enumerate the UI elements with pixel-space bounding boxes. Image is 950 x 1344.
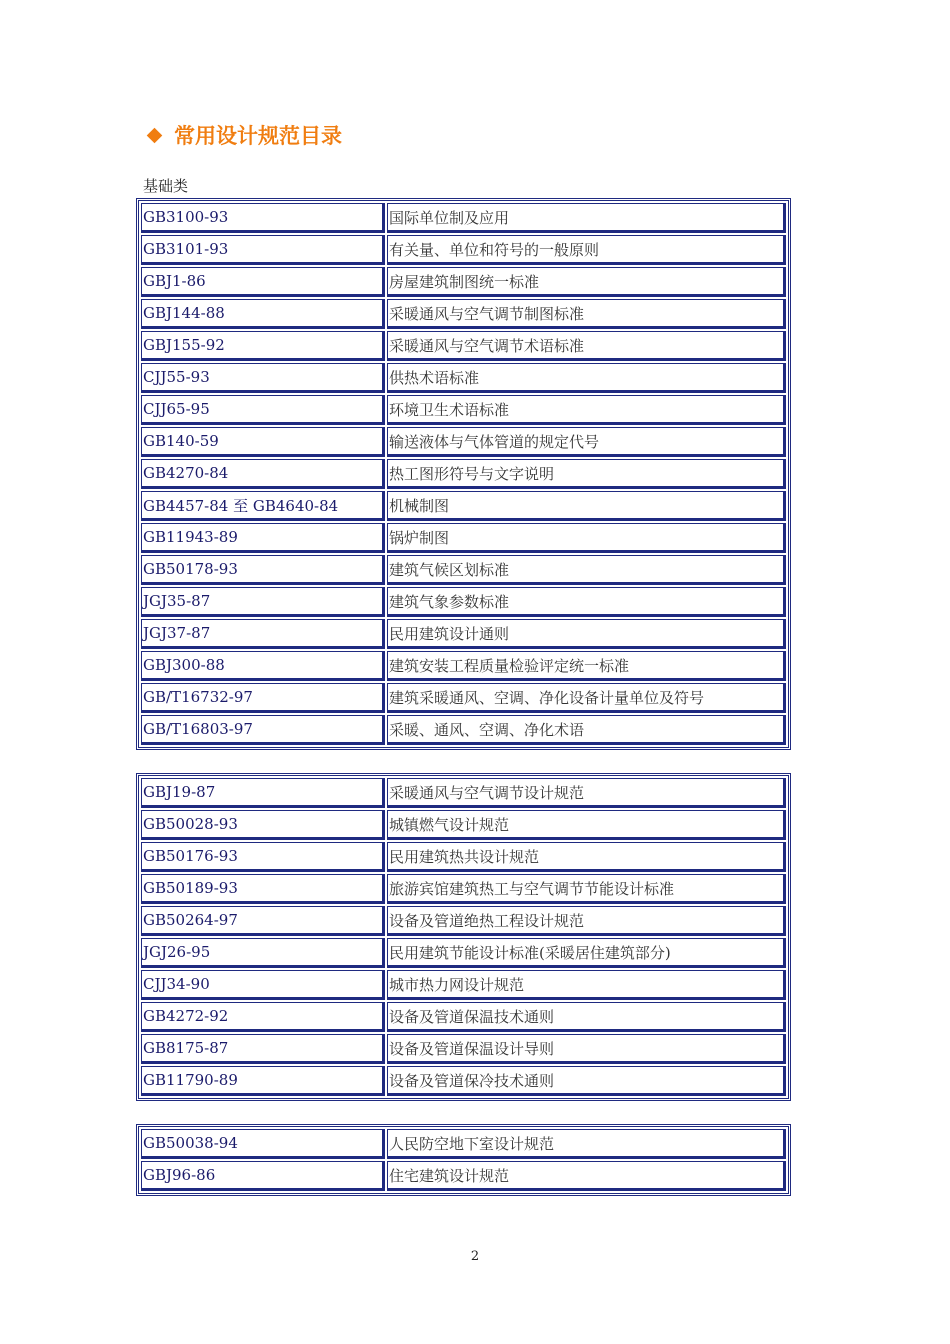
standard-code-cell: GB50189-93 xyxy=(141,874,385,904)
standard-code-cell: GB11943-89 xyxy=(141,523,385,553)
section-label: 基础类 xyxy=(143,177,189,195)
standard-name-cell: 民用建筑节能设计标准(采暖居住建筑部分) xyxy=(387,938,786,968)
table-row xyxy=(141,1034,786,1064)
standards-table-basic xyxy=(136,198,791,750)
table-row xyxy=(141,874,786,904)
standard-name-cell: 采暖通风与空气调节术语标准 xyxy=(387,331,786,361)
table-row xyxy=(141,459,786,489)
standard-code-cell: GB/T16803-97 xyxy=(141,715,385,745)
standard-name-cell: 热工图形符号与文字说明 xyxy=(387,459,786,489)
standard-name-cell: 设备及管道保温技术通则 xyxy=(387,1002,786,1032)
table-row xyxy=(141,555,786,585)
standard-code-cell: CJJ34-90 xyxy=(141,970,385,1000)
table-row xyxy=(141,651,786,681)
standard-code-cell: GBJ19-87 xyxy=(141,778,385,808)
standard-code-cell: GB4270-84 xyxy=(141,459,385,489)
standard-name-cell: 建筑采暖通风、空调、净化设备计量单位及符号 xyxy=(387,683,786,713)
table-row xyxy=(141,619,786,649)
standard-code-cell: GB140-59 xyxy=(141,427,385,457)
standard-code-cell: GBJ96-86 xyxy=(141,1161,385,1191)
standards-table-design xyxy=(136,773,791,1101)
table-row xyxy=(141,842,786,872)
standard-code-cell: GBJ300-88 xyxy=(141,651,385,681)
table-row xyxy=(141,491,786,521)
table-row xyxy=(141,267,786,297)
standard-code-cell: CJJ65-95 xyxy=(141,395,385,425)
standard-code-cell: GBJ1-86 xyxy=(141,267,385,297)
standard-name-cell: 人民防空地下室设计规范 xyxy=(387,1129,786,1159)
table-row xyxy=(141,523,786,553)
standard-name-cell: 输送液体与气体管道的规定代号 xyxy=(387,427,786,457)
standard-code-cell: GB4272-92 xyxy=(141,1002,385,1032)
standard-name-cell: 供热术语标准 xyxy=(387,363,786,393)
standard-name-cell: 有关量、单位和符号的一般原则 xyxy=(387,235,786,265)
table-row xyxy=(141,427,786,457)
page-number: 2 xyxy=(470,1249,480,1264)
standard-code-cell: GB3101-93 xyxy=(141,235,385,265)
standard-name-cell: 民用建筑设计通则 xyxy=(387,619,786,649)
standard-code-cell: JGJ37-87 xyxy=(141,619,385,649)
table-row xyxy=(141,683,786,713)
standard-name-cell: 国际单位制及应用 xyxy=(387,203,786,233)
table-row xyxy=(141,299,786,329)
standard-name-cell: 环境卫生术语标准 xyxy=(387,395,786,425)
standard-name-cell: 设备及管道保温设计导则 xyxy=(387,1034,786,1064)
table-row xyxy=(141,1129,786,1159)
standard-name-cell: 采暖、通风、空调、净化术语 xyxy=(387,715,786,745)
standard-name-cell: 旅游宾馆建筑热工与空气调节节能设计标准 xyxy=(387,874,786,904)
standard-name-cell: 采暖通风与空气调节设计规范 xyxy=(387,778,786,808)
table-row xyxy=(141,906,786,936)
table-row xyxy=(141,395,786,425)
table-row xyxy=(141,715,786,745)
table-row xyxy=(141,778,786,808)
standard-code-cell: GB50176-93 xyxy=(141,842,385,872)
table-row xyxy=(141,235,786,265)
standard-name-cell: 锅炉制图 xyxy=(387,523,786,553)
table-row xyxy=(141,1161,786,1191)
standard-code-cell: JGJ26-95 xyxy=(141,938,385,968)
diamond-bullet-icon xyxy=(147,127,163,143)
heading-text: 常用设计规范目录 xyxy=(174,124,342,148)
standard-name-cell: 房屋建筑制图统一标准 xyxy=(387,267,786,297)
standard-name-cell: 机械制图 xyxy=(387,491,786,521)
standards-table-civil-defense xyxy=(136,1124,791,1196)
table-row xyxy=(141,203,786,233)
standard-code-cell: GB11790-89 xyxy=(141,1066,385,1096)
standard-code-cell: GB4457-84 至 GB4640-84 xyxy=(141,491,385,521)
standard-name-cell: 设备及管道绝热工程设计规范 xyxy=(387,906,786,936)
standard-code-cell: JGJ35-87 xyxy=(141,587,385,617)
standard-code-cell: GB50178-93 xyxy=(141,555,385,585)
table-row xyxy=(141,970,786,1000)
standard-code-cell: CJJ55-93 xyxy=(141,363,385,393)
standard-name-cell: 城镇燃气设计规范 xyxy=(387,810,786,840)
standard-name-cell: 建筑气候区划标准 xyxy=(387,555,786,585)
standard-code-cell: GB8175-87 xyxy=(141,1034,385,1064)
standard-name-cell: 设备及管道保冷技术通则 xyxy=(387,1066,786,1096)
standard-code-cell: GB3100-93 xyxy=(141,203,385,233)
table-row xyxy=(141,331,786,361)
table-row xyxy=(141,810,786,840)
standard-code-cell: GB/T16732-97 xyxy=(141,683,385,713)
standard-code-cell: GB50038-94 xyxy=(141,1129,385,1159)
table-row xyxy=(141,363,786,393)
standard-name-cell: 建筑气象参数标准 xyxy=(387,587,786,617)
standard-name-cell: 住宅建筑设计规范 xyxy=(387,1161,786,1191)
table-row xyxy=(141,938,786,968)
standard-name-cell: 采暖通风与空气调节制图标准 xyxy=(387,299,786,329)
standard-code-cell: GBJ155-92 xyxy=(141,331,385,361)
standard-code-cell: GB50028-93 xyxy=(141,810,385,840)
table-row xyxy=(141,1066,786,1096)
table-row xyxy=(141,1002,786,1032)
standard-name-cell: 城市热力网设计规范 xyxy=(387,970,786,1000)
table-row xyxy=(141,587,786,617)
standard-name-cell: 民用建筑热共设计规范 xyxy=(387,842,786,872)
standard-code-cell: GBJ144-88 xyxy=(141,299,385,329)
standard-code-cell: GB50264-97 xyxy=(141,906,385,936)
standard-name-cell: 建筑安装工程质量检验评定统一标准 xyxy=(387,651,786,681)
page-heading xyxy=(146,120,342,150)
